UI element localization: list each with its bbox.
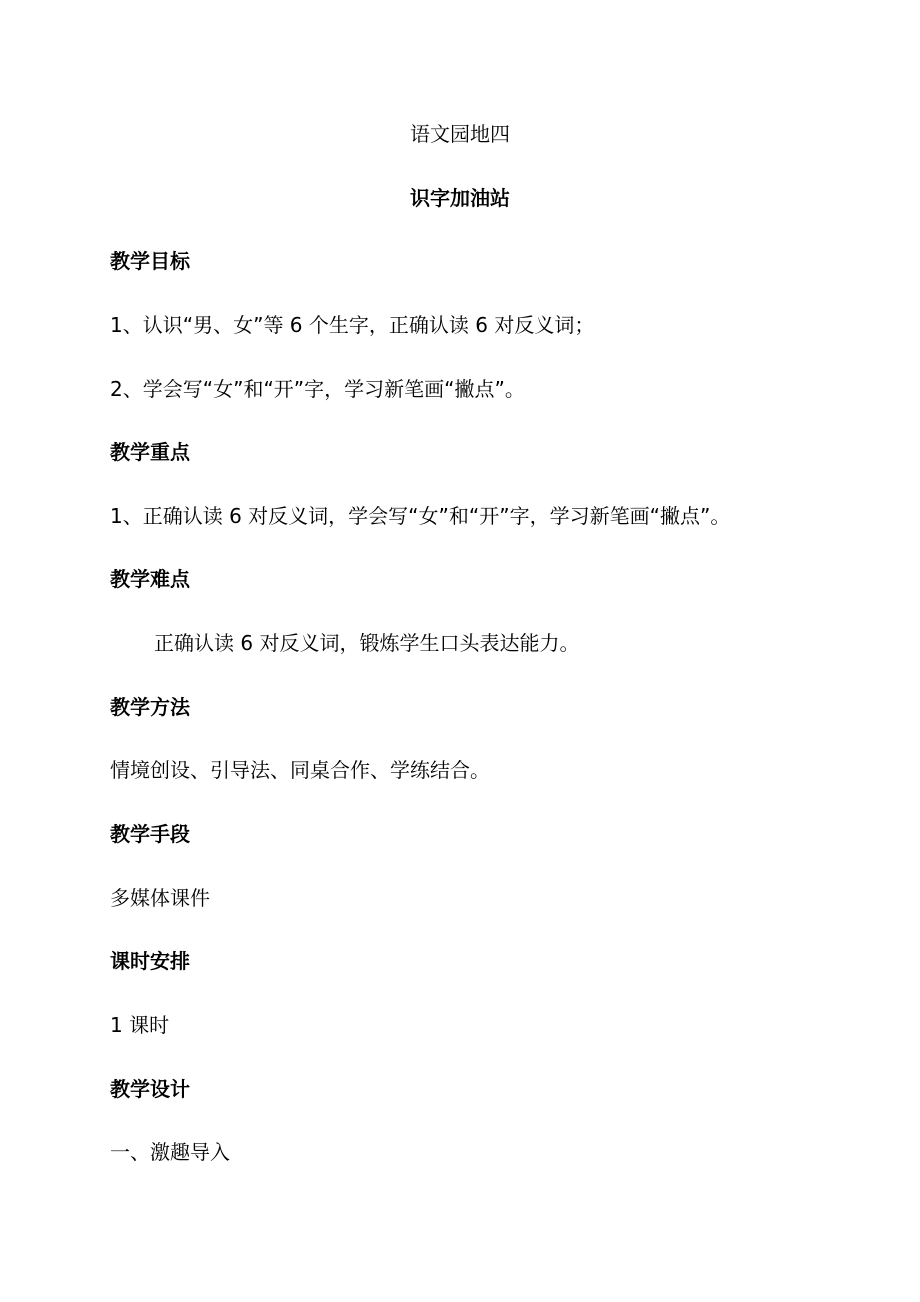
- schedule-text: 1 课时: [110, 1013, 170, 1037]
- objective-item-2: 2、学会写“女”和“开”字，学习新笔画“撇点”。: [110, 377, 525, 401]
- objective-item-1: 1、认识“男、女”等 6 个生字，正确认读 6 对反义词；: [110, 313, 595, 337]
- objectives-heading: 教学目标: [110, 249, 190, 273]
- methods-heading: 教学方法: [110, 695, 190, 719]
- design-heading: 教学设计: [110, 1077, 190, 1101]
- design-step-1: 一、激趣导入: [110, 1140, 230, 1164]
- means-heading: 教学手段: [110, 822, 190, 846]
- difficulty-heading: 教学难点: [110, 567, 190, 591]
- means-text: 多媒体课件: [110, 886, 210, 910]
- document-title: 语文园地四: [410, 122, 510, 146]
- schedule-heading: 课时安排: [110, 949, 190, 973]
- document-subtitle: 识字加油站: [410, 186, 510, 210]
- difficulty-text: 正确认读 6 对反义词，锻炼学生口头表达能力。: [154, 631, 580, 655]
- methods-text: 情境创设、引导法、同桌合作、学练结合。: [110, 758, 490, 782]
- keypoints-heading: 教学重点: [110, 440, 190, 464]
- keypoint-item-1: 1、正确认读 6 对反义词，学会写“女”和“开”字，学习新笔画“撇点”。: [110, 504, 731, 528]
